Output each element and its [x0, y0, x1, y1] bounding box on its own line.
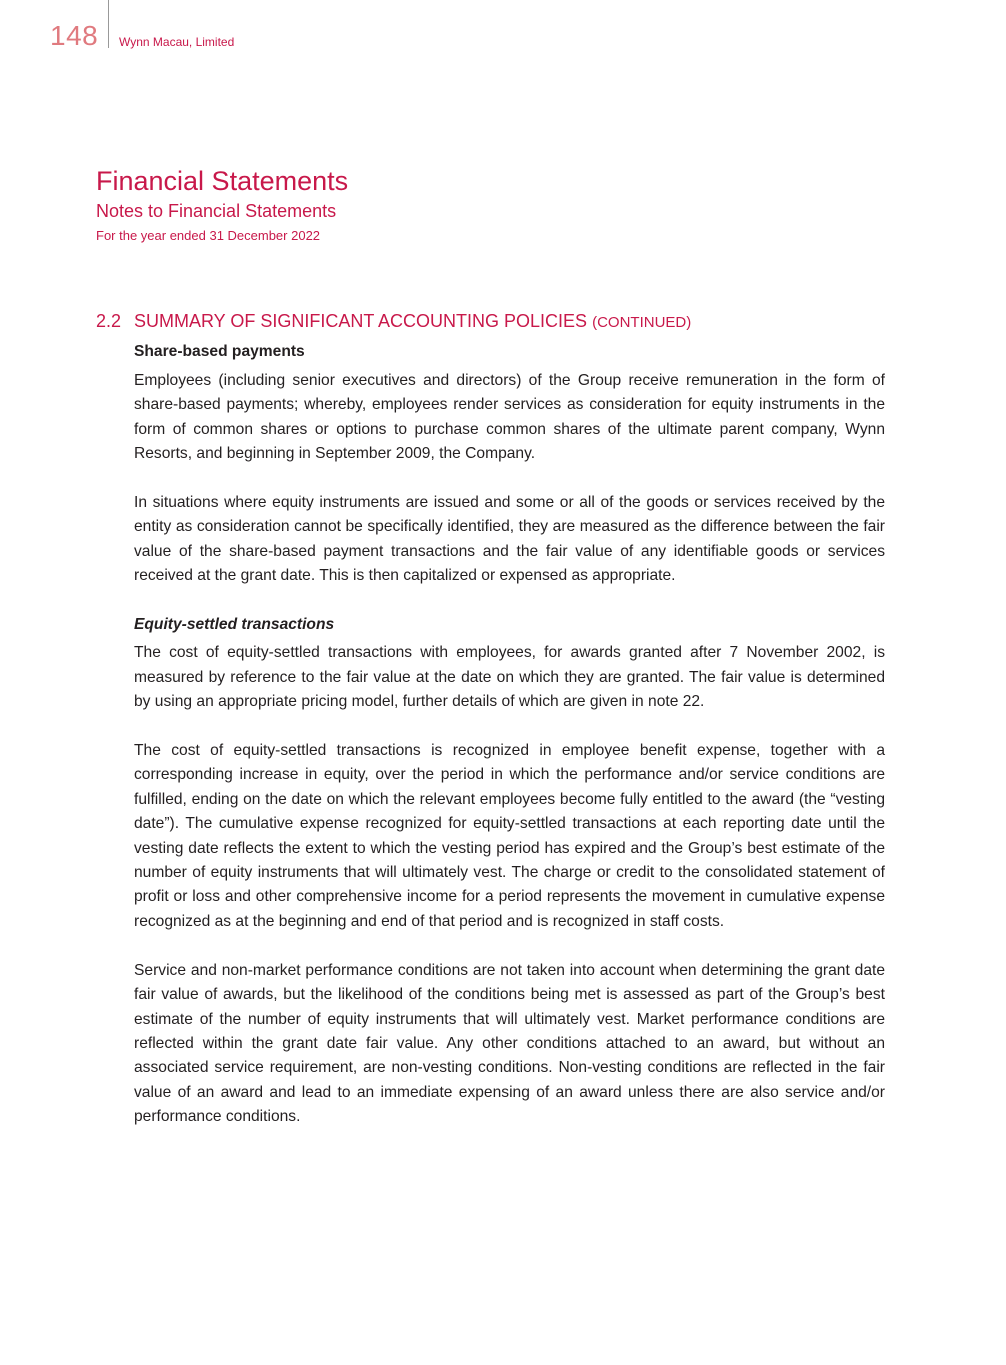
section-body	[134, 341, 885, 1154]
page-subtitle: Notes to Financial Statements	[96, 201, 337, 221]
share-based-heading: Share-based payments	[134, 343, 305, 360]
company-name: Wynn Macau, Limited	[119, 35, 235, 49]
reporting-period: For the year ended 31 December 2022	[96, 228, 321, 243]
section-suffix: (CONTINUED)	[592, 314, 692, 331]
section-heading	[96, 311, 691, 332]
header-divider	[108, 0, 109, 48]
page-number: 148	[50, 20, 99, 51]
section-title: SUMMARY OF SIGNIFICANT ACCOUNTING POLICIES	[134, 311, 588, 331]
paragraph: The cost of equity-settled transactions with employees, for awards granted after 7 November 2002, is measured by reference to the fair value at the date on which they are granted. The fair value is determined by using an appropriate pricing model, further details of which are given in note 22.	[134, 644, 885, 711]
paragraph: The cost of equity-settled transactions is recognized in employee benefit expense, together with a corresponding increase in equity, over the period in which the performance and/or service conditions are fulfilled, ending on the date on which the relevant employees become fully entitled to the award (the “vesting date”). The cumulative expense recognized for equity-settled transactions at each reporting date until the vesting date reflects the extent to which the vesting period has expired and the Group’s best estimate of the number of equity instruments that will ultimately vest. The charge or credit to the consolidated statement of profit or loss and other comprehensive income for a period represents the movement in cumulative expense recognized as at the beginning and end of that period and is recognized in staff costs.	[134, 742, 885, 930]
paragraph: In situations where equity instruments are issued and some or all of the goods or services received by the entity as consideration cannot be specifically identified, they are measured as the difference between the fair value of the share-based payment transactions and the fair value of any identifiable goods or services received at the grant date. This is then capitalized or expensed as appropriate.	[134, 494, 885, 585]
paragraph: Employees (including senior executives and directors) of the Group receive remuneration in the form of share-based payments; whereby, employees render services as consideration for equity instruments in the form of common shares or options to purchase common shares of the ultimate parent company, Wynn Resorts, and beginning in September 2009, the Company.	[134, 372, 885, 463]
section-number: 2.2	[96, 311, 122, 331]
equity-settled-heading: Equity-settled transactions	[134, 616, 335, 634]
paragraph: Service and non-market performance conditions are not taken into account when determining the grant date fair value of awards, but the likelihood of the conditions being met is assessed as part of the Group’s best estimate of the number of equity instruments that will ultimately vest. Market performance conditions are reflected within the grant date fair value. Any other conditions attached to an award, but without an associated service requirement, are non-vesting conditions. Non-vesting conditions are reflected in the fair value of an award and lead to an immediate expensing of an award unless there are also service and/or performance conditions.	[134, 961, 885, 1126]
page-title: Financial Statements	[96, 166, 349, 196]
